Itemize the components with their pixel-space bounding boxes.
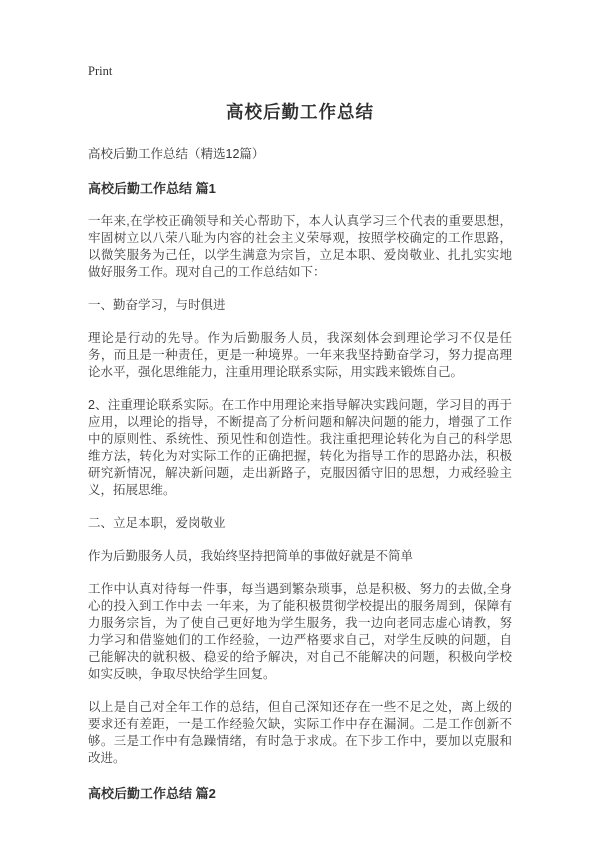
print-link[interactable]: Print	[88, 64, 113, 78]
paragraph-work-attitude: 工作中认真对待每一件事，每当遇到繁杂琐事，总是积极、努力的去做,全身心的投入到工作中去 一年来，为了能积极贯彻学校提出的服务周到，保障有力服务宗旨，为了使自己更好地为学生服务，我一边向老同志虚心请教，努力学习和借鉴她们的工作经验，一边严格要求自己，对学生反映的问题，自己能解决的就积极、稳妥的给予解决，对自己不能解决的问题，积极向学校如实反映，争取尽快给学生回复。	[88, 582, 512, 681]
section-heading-part1: 高校后勤工作总结 篇1	[88, 181, 216, 196]
document-title: 高校后勤工作总结	[226, 102, 374, 122]
paragraph-simple-things: 作为后勤服务人员，我始终坚持把简单的事做好就是不简单	[88, 549, 414, 563]
paragraph-theory-practice: 2、注重理论联系实际。在工作中用理论来指导解决实践问题，学习目的再于应用，以理论的指导，不断提高了分析问题和解决问题的能力，增强了工作中的原则性、系统性、预见性和创造性。我注重把理论转化为自己的科学思维方法，转化为对实际工作的正确把握，转化为指导工作的思路办法，积极研究新情况，解决新问题，走出新路子，克服因循守旧的思想，力戒经验主义，拓展思维。	[88, 398, 512, 497]
paragraph-subheading-2: 二、立足本职，爱岗敬业	[88, 516, 226, 530]
document-subtitle: 高校后勤工作总结（精选12篇）	[88, 147, 265, 161]
paragraph-summary-shortcomings: 以上是自己对全年工作的总结，但自己深知还存在一些不足之处，离上级的要求还有差距，一是工作经验欠缺，实际工作中存在漏洞。二是工作创新不够。三是工作中有急躁情绪，有时急于求成。在下步工作中，要加以克服和改进。	[88, 700, 512, 765]
section-heading-part2: 高校后勤工作总结 篇2	[88, 786, 216, 801]
paragraph-subheading-1: 一、勤奋学习，与时俱进	[88, 298, 226, 312]
paragraph-theory-lead: 理论是行动的先导。作为后勤服务人员，我深刻体会到理论学习不仅是任务，而且是一种责任，更是一种境界。一年来我坚持勤奋学习，努力提高理论水平，强化思维能力，注重用理论联系实际，用实践来锻炼自己。	[88, 331, 512, 379]
paragraph-intro: 一年来,在学校正确领导和关心帮助下，本人认真学习三个代表的重要思想，牢固树立以八荣八耻为内容的社会主义荣辱观，按照学校确定的工作思路，以微笑服务为己任，以学生满意为宗旨，立足本职、爱岗敬业、扎扎实实地做好服务工作。现对自己的工作总结如下：	[88, 214, 512, 279]
